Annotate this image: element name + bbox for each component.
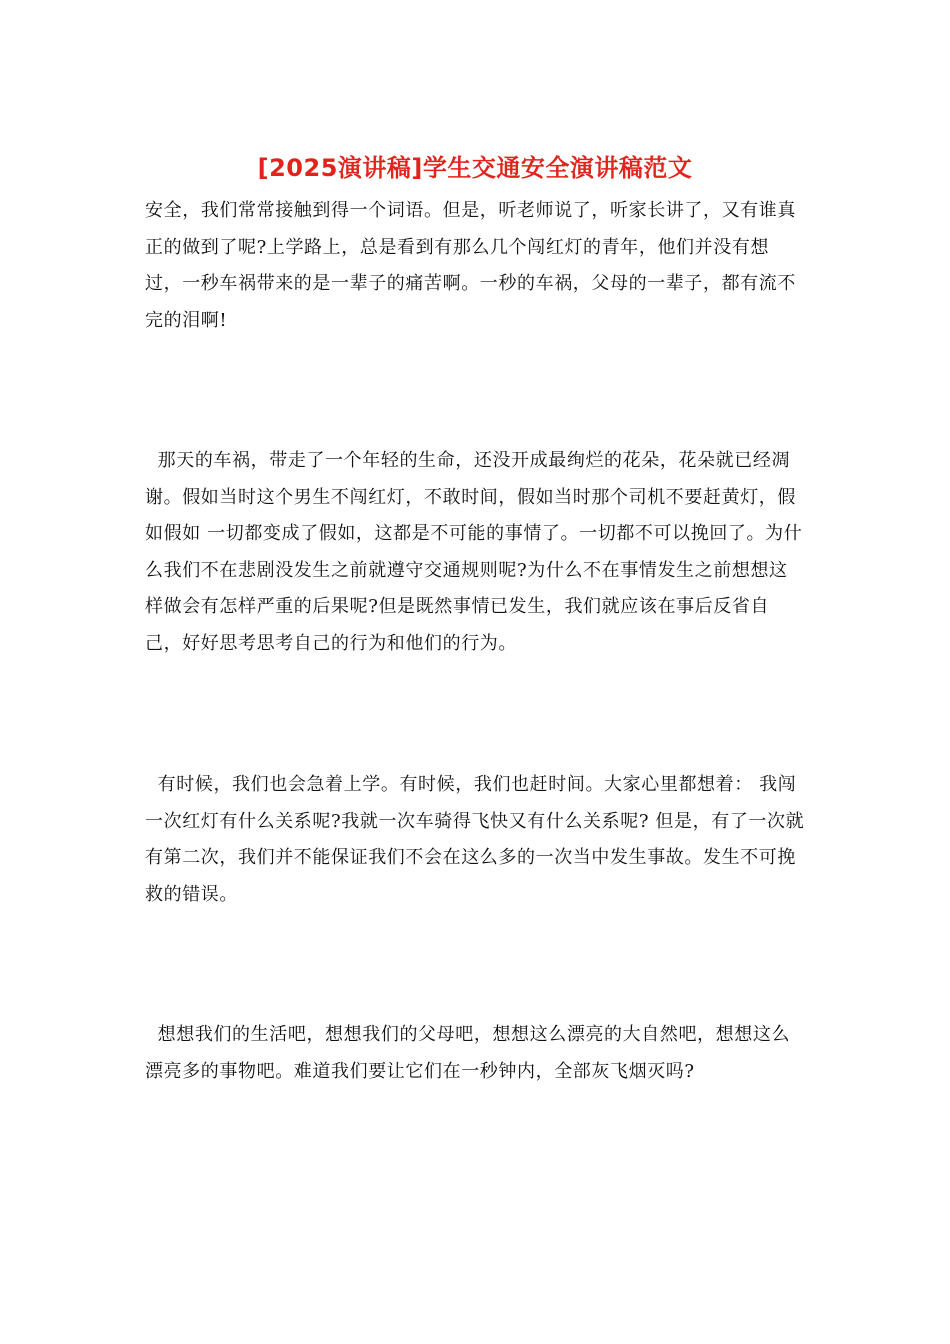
paragraph-2: 那天的车祸，带走了一个年轻的生命，还没开成最绚烂的花朵，花朵就已经凋谢。假如当时这个男生不闯红灯，不敢时间，假如当时那个司机不要赶黄灯，假如假如 一切都变成了假如，这都是不可能的事情了。一切都不可以挽回了。为什么我们不在悲剧没发生之前就遵守交通规则呢?为什么不在事情发生之前想想这样做会有怎样严重的后果呢?但是既然事情已发生，我们就应该在事后反省自己，好好思考思考自己的行为和他们的行为。 xyxy=(145,450,803,654)
paragraph-3: 有时候，我们也会急着上学。有时候，我们也赶时间。大家心里都想着： 我闯一次红灯有什么关系呢?我就一次车骑得飞快又有什么关系呢? 但是，有了一次就有第二次，我们并不能保证我们不会在这么多的一次当中发生事故。发生不可挽救的错误。 xyxy=(145,774,805,905)
document-title: [2025演讲稿]学生交通安全演讲稿范文 xyxy=(257,154,693,182)
paragraph-1: 安全，我们常常接触到得一个词语。但是，听老师说了，听家长讲了，又有谁真正的做到了呢?上学路上，总是看到有那么几个闯红灯的青年，他们并没有想过，一秒车祸带来的是一辈子的痛苦啊。一秒的车祸，父母的一辈子，都有流不完的泪啊! xyxy=(145,200,796,331)
paragraph-4: 想想我们的生活吧，想想我们的父母吧，想想这么漂亮的大自然吧，想想这么漂亮多的事物吧。难道我们要让它们在一秒钟内，全部灰飞烟灭吗? xyxy=(145,1024,791,1082)
